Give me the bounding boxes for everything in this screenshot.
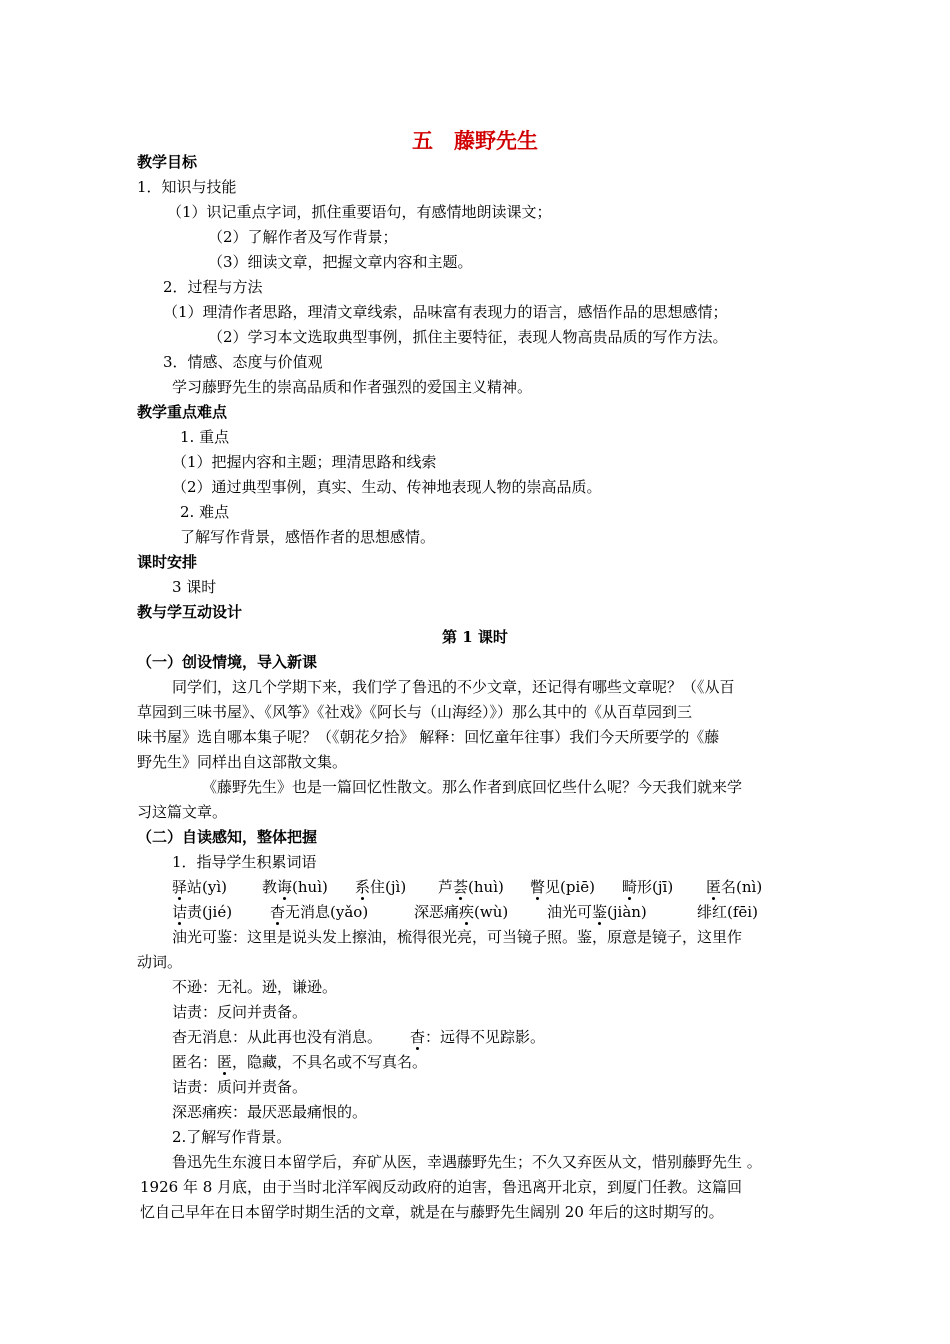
key-1-a: （1）把握内容和主题；理清思路和线索 xyxy=(172,453,437,471)
goal-1-a: （1）识记重点字词，抓住重要语句，有感情地朗读课文； xyxy=(167,203,552,221)
background-line-1: 鲁迅先生东渡日本留学后，弃矿从医，幸遇藤野先生；不久又弃医从文，惜别藤野先生 。 xyxy=(172,1153,762,1171)
vocab-item: 油光可鉴(jiàn) xyxy=(547,903,647,921)
vocab-item: 绯红(fēi) xyxy=(697,903,758,921)
goal-3-a: 学习藤野先生的崇高品质和作者强烈的爱国主义精神。 xyxy=(172,378,533,396)
key-2: 2. 难点 xyxy=(180,503,230,521)
background-line-3: 忆自己早年在日本留学时期生活的文章，就是在与藤野先生阔别 20 年后的这时期写的。 xyxy=(140,1203,724,1221)
def-niming: 匿名：匿，隐藏，不具名或不写真名。 xyxy=(172,1053,428,1071)
schedule-value: 3 课时 xyxy=(172,578,217,596)
vocab-item: 诘责(jié) xyxy=(172,903,233,921)
key-2-a: 了解写作背景，感悟作者的思想感情。 xyxy=(180,528,436,546)
lesson-heading: 第 1 课时 xyxy=(442,628,508,646)
goal-2: 2．过程与方法 xyxy=(163,278,263,296)
vocab-heading: 1．指导学生积累词语 xyxy=(172,853,317,871)
goal-1: 1．知识与技能 xyxy=(137,178,237,196)
section-heading-design: 教与学互动设计 xyxy=(137,603,243,621)
page-title: 五 藤野先生 xyxy=(412,128,538,153)
goal-1-b: （2）了解作者及写作背景； xyxy=(208,228,398,246)
section-heading-goals: 教学目标 xyxy=(137,153,198,171)
section-heading-key-points: 教学重点难点 xyxy=(137,403,228,421)
def-line-2: 动词。 xyxy=(137,953,183,971)
step-2-heading: （二）自读感知，整体把握 xyxy=(137,828,318,846)
intro-paragraph-line-1: 同学们，这几个学期下来，我们学了鲁迅的不少文章，还记得有哪些文章呢？（《从百 xyxy=(172,678,735,696)
goal-1-c: （3）细读文章，把握文章内容和主题。 xyxy=(208,253,473,271)
intro-paragraph-line-2: 草园到三味书屋》、《风筝》《社戏》《阿长与（山海经）》）那么其中的《从百草园到三 xyxy=(137,703,693,721)
key-1-b: （2）通过典型事例，真实、生动、传神地表现人物的崇高品质。 xyxy=(172,478,602,496)
goal-2-b: （2）学习本文选取典型事例，抓住主要特征，表现人物高贵品质的写作方法。 xyxy=(208,328,728,346)
intro-paragraph-line-3: 味书屋》选自哪本集子呢？（《朝花夕拾》 解释：回忆童年往事）我们今天所要学的《藤 xyxy=(137,728,720,746)
def-shenwu: 深恶痛疾：最厌恶最痛恨的。 xyxy=(172,1103,368,1121)
goal-3: 3．情感、态度与价值观 xyxy=(163,353,323,371)
intro-paragraph2-line-2: 习这篇文章。 xyxy=(137,803,228,821)
def-buxun: 不逊：无礼。逊，谦逊。 xyxy=(172,978,338,996)
def-jieze: 诘责：反问并责备。 xyxy=(172,1003,308,1021)
def-line-1: 油光可鉴：这里是说头发上擦油，梳得很光亮，可当镜子照。鉴，原意是镜子，这里作 xyxy=(172,928,743,946)
step-1-heading: （一）创设情境，导入新课 xyxy=(137,653,318,671)
vocab-item: 系住(jì) xyxy=(355,878,407,896)
vocab-item: 驿站(yì) xyxy=(172,878,227,896)
goal-2-a: （1）理清作者思路，理清文章线索，品味富有表现力的语言，感悟作品的思想感情； xyxy=(163,303,728,321)
vocab-item: 芦荟(huì) xyxy=(438,878,504,896)
def-yaowu: 杳无消息：从此再也没有消息。 杳：远得不见踪影。 xyxy=(172,1028,546,1046)
vocab-item: 瞥见(piē) xyxy=(530,878,595,896)
background-line-2: 1926 年 8 月底，由于当时北洋军阀反动政府的迫害，鲁迅离开北京，到厦门任教。这篇回 xyxy=(140,1178,743,1196)
vocab-item: 畸形(jī) xyxy=(622,878,674,896)
vocab-item: 匿名(nì) xyxy=(706,878,763,896)
def-jieze-2: 诘责：质问并责备。 xyxy=(172,1078,308,1096)
intro-paragraph-line-4: 野先生》同样出自这部散文集。 xyxy=(137,753,348,771)
vocab-item: 杳无消息(yǎo) xyxy=(270,903,369,921)
intro-paragraph2-line-1: 《藤野先生》也是一篇回忆性散文。那么作者到底回忆些什么呢？今天我们就来学 xyxy=(202,778,743,796)
section-heading-schedule: 课时安排 xyxy=(137,553,198,571)
background-heading: 2.了解写作背景。 xyxy=(172,1128,292,1146)
vocab-item: 教诲(huì) xyxy=(262,878,328,896)
key-1: 1. 重点 xyxy=(180,428,230,446)
vocab-item: 深恶痛疾(wù) xyxy=(414,903,509,921)
